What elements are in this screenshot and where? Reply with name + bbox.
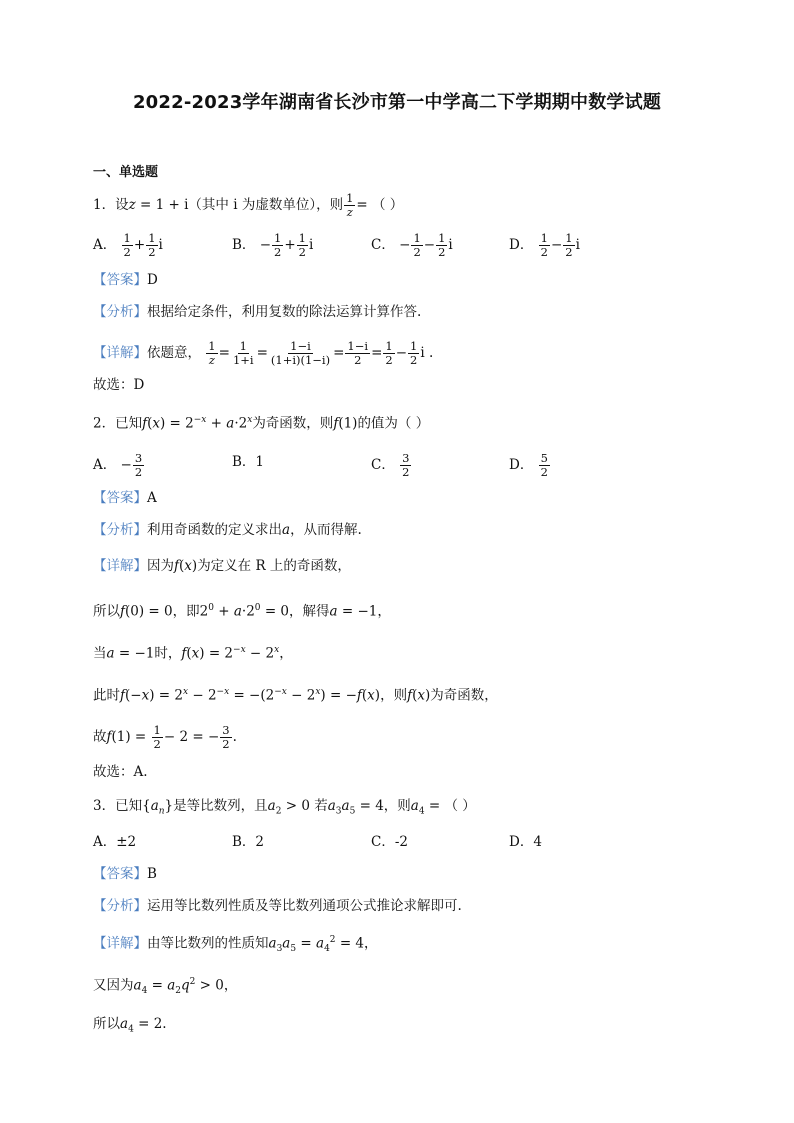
- q2-option-c: C． $\frac{3}{2}$: [371, 451, 410, 479]
- q3-detail-line-2: 所以$a_4 = 2$.: [93, 1016, 167, 1035]
- q3-stem: 3．已知$\{a_n\}$是等比数列，且$a_2 > 0$ 若$a_3a_5 = 4$，则$a_4$ = （ ）: [93, 798, 476, 817]
- q2-option-b: B．1: [232, 454, 265, 470]
- q3-option-a: A．±2: [93, 834, 137, 850]
- q2-stem: 2．已知$f(x) = 2^{-x} + a\cdot 2^x$为奇函数，则f(1)的值为（ ）: [93, 415, 430, 432]
- q2-detail-line-4: 故f(1) = $\frac{1}{2}$ − 2 = − $\frac{3}{2}$ .: [93, 723, 237, 751]
- q2-answer: 【答案】A: [93, 490, 157, 506]
- q1-detail: 【详解】依题意， $\frac{1}{z}$ = $\frac{1}{1+i}$ = $\frac{1-i}{(1+i)(1-i)}$ = $\frac{1-i}{2}$ = $\frac{1}{2}$ − $\frac{1}{2}$ i .: [93, 339, 434, 367]
- q3-detail: 【详解】由等比数列的性质知$a_3a_5 = a_4^2 = 4$，: [93, 935, 378, 955]
- q3-detail-line-1: 又因为$a_4 = a_2q^2 > 0$，: [93, 977, 238, 997]
- q3-option-b: B．2: [232, 834, 265, 850]
- q1-option-d: D． $\frac{1}{2}$ − $\frac{1}{2}$ i: [509, 231, 580, 259]
- q3-analysis: 【分析】运用等比数列性质及等比数列通项公式推论求解即可.: [93, 898, 462, 914]
- q3-option-d: D．4: [509, 834, 542, 850]
- q1-option-b: B． − $\frac{1}{2}$ + $\frac{1}{2}$ i: [232, 231, 314, 259]
- q1-answer: 【答案】D: [93, 272, 158, 288]
- section-heading: 一、单选题: [93, 165, 159, 180]
- q2-option-a: A． − $\frac{3}{2}$: [93, 451, 143, 479]
- q3-option-c: C．-2: [371, 834, 408, 850]
- q1-option-a: A． $\frac{1}{2}$ + $\frac{1}{2}$ i: [93, 231, 163, 259]
- q2-option-d: D． $\frac{5}{2}$: [509, 451, 548, 479]
- q1-analysis: 【分析】根据给定条件，利用复数的除法运算计算作答.: [93, 304, 422, 320]
- page-title: 2022-2023学年湖南省长沙市第一中学高二下学期期中数学试题: [132, 92, 662, 113]
- q2-detail: 【详解】因为f(x)为定义在 R 上的奇函数，: [93, 558, 351, 574]
- q2-conclusion: 故选：A.: [93, 764, 148, 780]
- q1-option-c: C． − $\frac{1}{2}$ − $\frac{1}{2}$ i: [371, 231, 453, 259]
- q2-analysis: 【分析】利用奇函数的定义求出a，从而得解.: [93, 522, 362, 538]
- q2-detail-line-1: 所以f(0) = 0，即$2^0 + a\cdot 2^0 = 0$，解得a = −1，: [93, 603, 391, 620]
- q2-detail-line-3: 此时$f(-x) = 2^x - 2^{-x} = -(2^{-x} - 2^x) = -f(x)$，则f(x)为奇函数，: [93, 687, 498, 704]
- q3-answer: 【答案】B: [93, 866, 157, 882]
- q1-stem: 1．设z = 1 + i（其中 i 为虚数单位），则 $\frac{1}{z}$ = （ ）: [93, 191, 404, 219]
- q2-detail-line-2: 当a = −1时，$f(x) = 2^{-x} - 2^x$，: [93, 645, 293, 662]
- q1-conclusion: 故选：D: [93, 377, 145, 393]
